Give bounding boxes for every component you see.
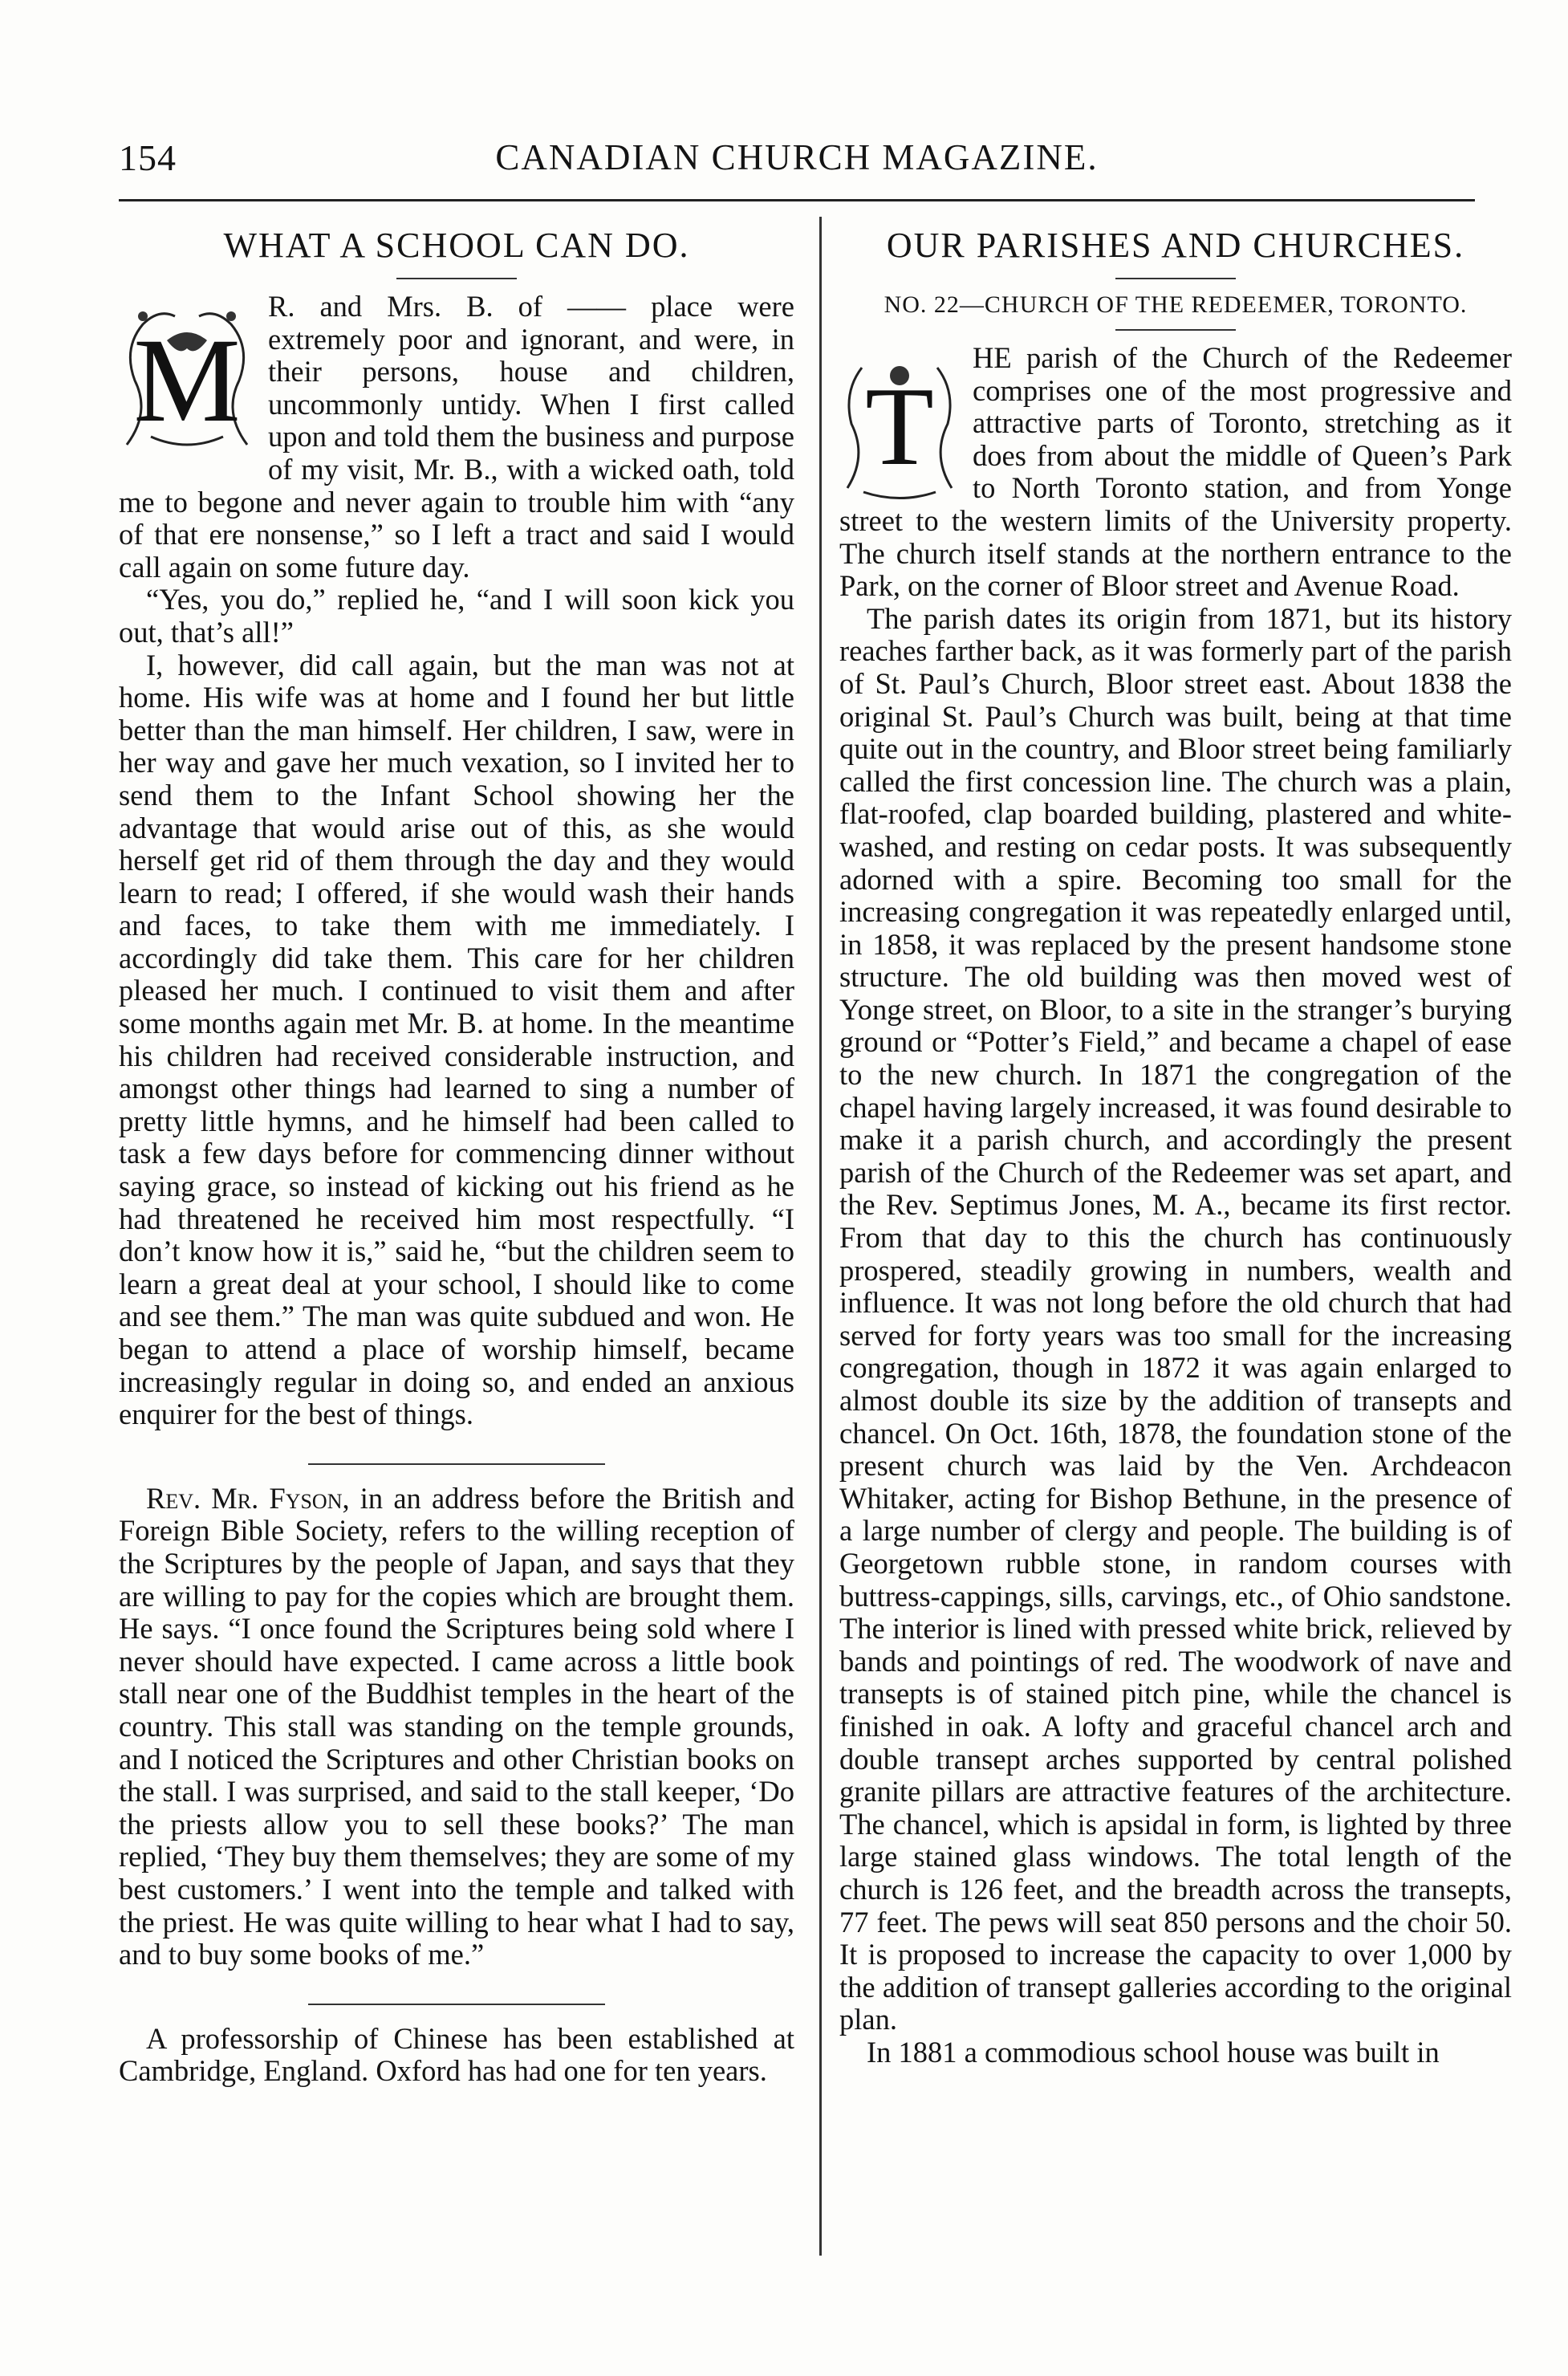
dropcap-ornament-icon xyxy=(839,344,960,504)
paragraph: The parish dates its origin from 1871, but its history reaches farther back, as it was formerly part of the parish of St. Paul’s Church, Bloor street east. About 1838 the original St. Paul’s Church was built, being at that time quite out in the country, and Bloor street being familiarly called the first concession line. The church was a plain, flat-roofed, clap boarded building, plastered and white-washed, and resting on cedar posts. It was subsequently adorned with a spire. Becoming too small for the increasing congregation it was repeatedly enlarged until, in 1858, it was replaced by the present handsome stone structure. The old building was then moved west of Yonge street, on Bloor, to a site in the stranger’s burying ground or “Potter’s Field,” and became a chapel of ease to the new church. In 1871 the congregation of the chapel having largely increased, it was found desirable to make it a parish church, and accordingly the present parish of the Church of the Redeemer was set apart, and the Rev. Septimus Jones, M. A., became its first rector. From that day to this the church has continuously prospered, steadily growing in numbers, wealth and influence. It was not long before the old church that had served for forty years was too small for the increasing congregation, though in 1872 it was again enlarged to almost double its size by the addition of transepts and chancel. On Oct. 16th, 1878, the foundation stone of the present church was laid by the Ven. Archdeacon Whitaker, acting for Bishop Bethune, in the presence of a large number of clergy and people. The building is of Georgetown rubble stone, in random courses with buttress-cappings, sills, carvings, etc., of Ohio sandstone. The interior is lined with pressed white brick, relieved by bands and pointings of red. The woodwork of nave and transepts is of stained pitch pine, while the chancel is finished in oak. A lofty and graceful chancel arch and double transept arches supported by central polished granite pillars are attractive features of the architecture. The chancel, which is apsidal in form, is lighted by three large stained glass windows. The total length of the church is 126 feet, and the breadth across the transepts, 77 feet. The pews will seat 850 persons and the choir 50. It is proposed to increase the capacity to over 1,000 by the addition of transept galleries according to the original plan. xyxy=(839,601,1512,2036)
running-title: CANADIAN CHURCH MAGAZINE. xyxy=(495,137,1099,177)
column-divider xyxy=(819,217,822,2256)
header-rule xyxy=(119,199,1475,201)
page-number: 154 xyxy=(119,137,177,178)
dropcap-ornament-icon xyxy=(119,292,255,461)
dropcap-letter: T xyxy=(865,364,934,489)
fyson-lead: Rev. Mr. Fyson, xyxy=(146,1481,350,1515)
section-rule xyxy=(308,1463,605,1465)
title-rule xyxy=(1115,278,1236,279)
paragraph-text: R. and Mrs. B. of —— place were extremely poor and ignorant, and were, in their persons, house and children, uncommonly untidy. When I first called upon and told them the business and purpose of my visit, Mr. B., with a wicked oath, told me to begone and never again to trouble him with “any of that ere nonsense,” so I left a tract and said I would call again on some future day. xyxy=(119,290,794,584)
article-title-parishes: OUR PARISHES AND CHURCHES. xyxy=(886,226,1465,265)
subtitle-rule xyxy=(1115,329,1236,331)
article-title-school: WHAT A SCHOOL CAN DO. xyxy=(223,226,690,265)
paragraph xyxy=(119,291,794,584)
page-header xyxy=(119,136,1475,185)
article-subtitle: NO. 22—CHURCH OF THE REDEEMER, TORONTO. xyxy=(884,291,1468,318)
section-rule xyxy=(308,2004,605,2005)
fyson-text: in an address before the British and Foreign Bible Society, refers to the willing reception of the Scriptures by the people of Japan, and says that they are willing to pay for the copies which are brought them. He says. “I once found the Scriptures being sold where I never should have expected. I came across a little book stall near one of the Buddhist temples in the heart of the country. This stall was standing on the temple grounds, and I noticed the Scriptures and other Christian books on the stall. I was surprised, and said to the stall keeper, ‘Do the priests allow you to sell these books?’ The man replied, ‘They buy them themselves; they are some of my best customers.’ I went into the temple and talked with the priest. He was quite willing to hear what I had to say, and to buy some books of me.” xyxy=(119,1481,794,1971)
paragraph-text: HE parish of the Church of the Redeemer comprises one of the most progressive and attractive parts of Toronto, stretching as it does from about the middle of Queen’s Park to North Toronto station, and from Yonge street to the western limits of the University property. The church itself stands at the northern entrance to the Park, on the corner of Bloor street and Avenue Road. xyxy=(839,341,1512,603)
paragraph xyxy=(839,342,1512,603)
paragraph: “Yes, you do,” replied he, “and I will soon kick you out, that’s all!” xyxy=(119,583,794,649)
ornamental-dropcap-t xyxy=(839,344,960,504)
title-rule xyxy=(396,278,517,279)
paragraph: I, however, did call again, but the man was not at home. His wife was at home and I found her but little better than the man himself. Her children, I saw, were in her way and gave her much vexation, so I invited her to send them to the Infant School showing her the advantage that would arise out of this, as she would herself get rid of them through the day and they would learn to read; I offered, if she would wash their hands and faces, to take them with me immediately. I accordingly did take them. This care for her children pleased her much. I continued to visit them and after some months again met Mr. B. at home. In the meantime his children had received considerable instruction, and amongst other things had learned to sing a number of pretty little hymns, and he himself had been called to task a few days before for commencing dinner without saying grace, so instead of kicking out his friend as he had threatened he received him most respectfully. “I don’t know how it is,” said he, “but the children seem to learn a great deal at your school, I should like to come and see them.” The man was quite subdued and won. He began to attend a place of worship himself, became increasingly regular in doing so, and ended an anxious enquirer for the best of things. xyxy=(119,648,794,1431)
right-column xyxy=(839,225,1512,2069)
ornamental-dropcap-m xyxy=(119,292,255,461)
fyson-paragraph xyxy=(119,1483,794,1971)
left-column xyxy=(119,225,794,2088)
dropcap-letter: M xyxy=(133,314,241,447)
paragraph: In 1881 a commodious school house was built in xyxy=(867,2035,1440,2069)
paragraph: A professorship of Chinese has been established at Cambridge, England. Oxford has had one for ten years. xyxy=(119,2021,794,2088)
